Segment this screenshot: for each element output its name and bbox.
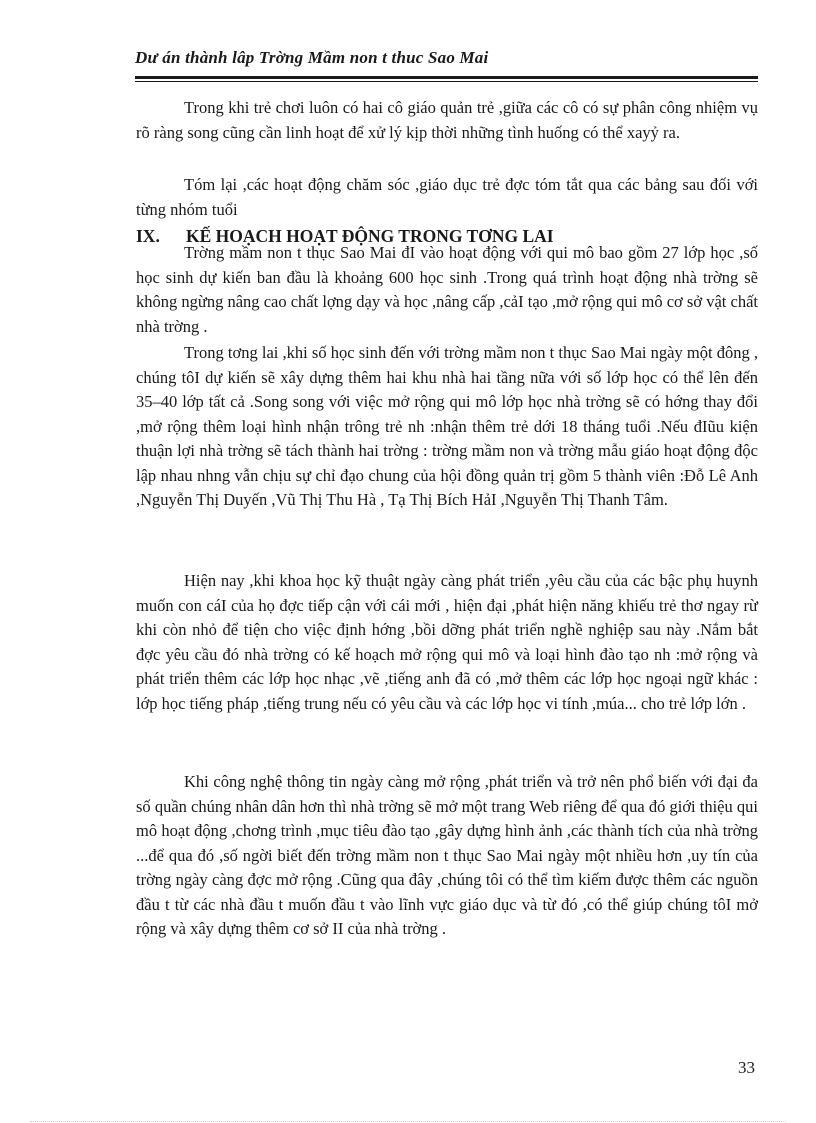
page-bottom-border: [30, 1121, 786, 1122]
paragraph-summary: Tóm lại ,các hoạt động chăm sóc ,giáo dục trẻ đợc tóm tắt qua các bảng sau đối với từng nhóm tuổi: [136, 175, 758, 219]
header-rule-thin: [135, 81, 758, 82]
paragraph-scale: Trờng mầm non t thục Sao Mai đI vào hoạt động với qui mô bao gồm 27 lớp học ,số học sinh dự kiến ban đầu là khoảng 600 học sinh .Trong quá trình hoạt động nhà trờng sẽ không ngừng nâng cao chất lợng dạy và học ,nâng cấp ,cảI tạo ,mở rộng qui mô cơ sở vật chất nhà trờng .: [136, 243, 758, 336]
paragraph-supervision: Trong khi trẻ chơi luôn có hai cô giáo quản trẻ ,giữa các cô có sự phân công nhiệm vụ rõ ràng song cũng cần linh hoạt để xử lý kịp thời những tình huống có thể xayỷ ra.: [136, 98, 758, 142]
section-number: IX.: [136, 226, 160, 246]
paragraph-expansion: Hiện nay ,khi khoa học kỹ thuật ngày càng phát triển ,yêu cầu của các bậc phụ huynh muốn con cáI của họ đợc tiếp cận với cái mới , hiện đại ,phát hiện năng khiếu trẻ thơ ngay rừ khi còn nhỏ để tiện cho việc định hớng ,bồi dỡng phát triển nghề nghiệp sau này .Nắm bắt đợc yêu cầu đó nhà trờng có kế hoạch mở rộng qui mô và loại hình đào tạo nh :mở rộng và phát triển thêm các lớp học nhạc ,vẽ ,tiếng anh đã có ,mở thêm các lớp học ngoại ngữ khác : lớp học tiếng pháp ,tiếng trung nếu có yêu cầu và các lớp học vi tính ,múa... cho trẻ lớp lớn .: [136, 571, 758, 713]
page-number: 33: [738, 1058, 755, 1077]
page-header-title: Dư án thành lâp Trờng Mầm non t thuc Sao Mai: [135, 48, 489, 67]
section-title: KẾ HOẠCH HOẠT ĐỘNG TRONG TƠNG LAI: [186, 226, 554, 246]
paragraph-website: Khi công nghệ thông tin ngày càng mở rộng ,phát triển và trở nên phổ biến với đại đa số quần chúng nhân dân hơn thì nhà trờng sẽ mở một trang Web riêng để qua đó giới thiệu qui mô hoạt động ,chơng trình ,mục tiêu đào tạo ,gây dựng hình ảnh ,các thành tích của nhà trờng ...để qua đó ,số ngời biết đến trờng mầm non t thục Sao Mai ngày một nhiều hơn ,uy tín của trờng ngày càng đợc mở rộng .Cũng qua đây ,chúng tôi có thể tìm kiếm được thêm các nguồn đầu t từ các nhà đầu t muốn đầu t vào lĩnh vực giáo dục và từ đó ,có thể giúp chúng tôI mở rộng và xây dựng thêm cơ sở II của nhà trờng .: [136, 772, 758, 938]
paragraph-future: Trong tơng lai ,khi số học sinh đến với trờng mầm non t thục Sao Mai ngày một đông , chúng tôI dự kiến sẽ xây dựng thêm hai khu nhà hai tầng nữa với số lớp học có thể lên đến 35–40 lớp tất cả .Song song với việc mở rộng qui mô lớp học nhà trờng sẽ có hớng thay đổi ,mở rộng thêm loại hình nhận trông trẻ nh :nhận thêm trẻ dới 18 tháng tuổi .Nếu đIũu kiện thuận lợi nhà trờng sẽ tách thành hai trờng : trờng mầm non và trờng mẫu giáo hoạt động độc lập nhau nhng vẫn chịu sự chỉ đạo chung của hội đồng quản trị gồm 5 thành viên :Đỗ Lê Anh ,Nguyễn Thị Duyến ,Vũ Thị Thu Hà , Tạ Thị Bích HảI ,Nguyễn Thị Thanh Tâm.: [136, 343, 758, 509]
header-rule-thick: [135, 76, 758, 79]
